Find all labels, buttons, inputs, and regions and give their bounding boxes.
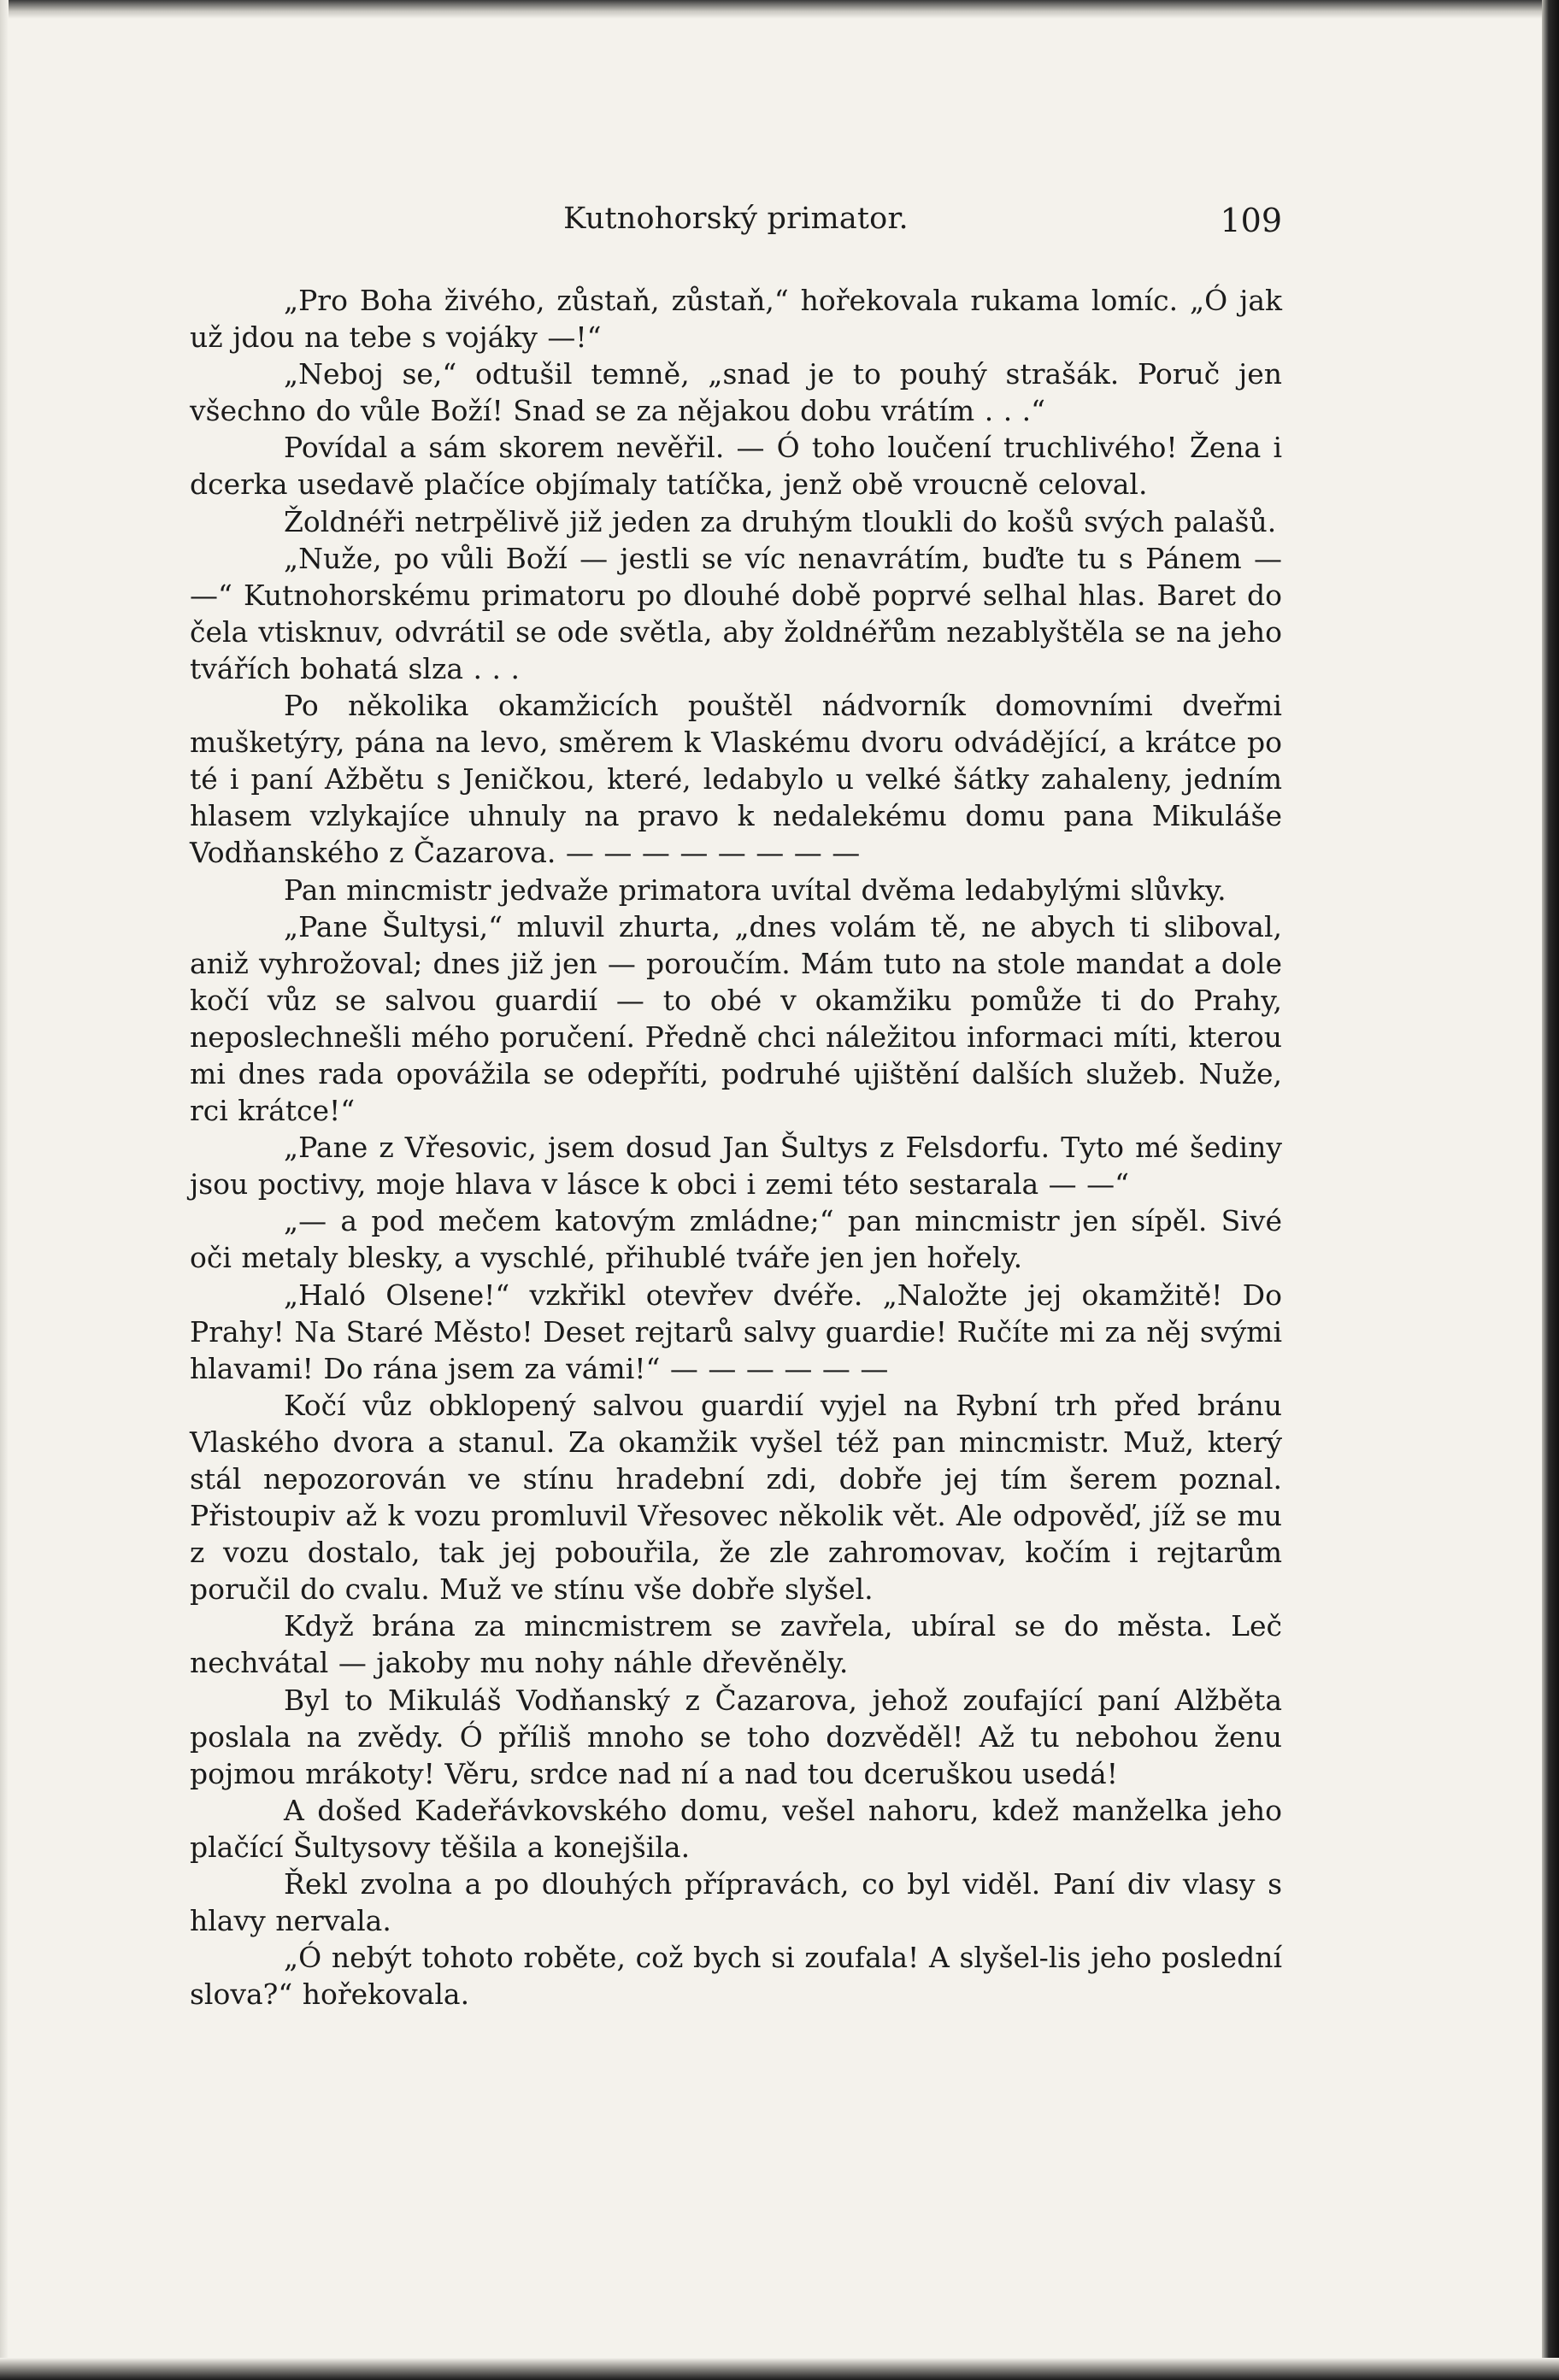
page-number: 109 [1220, 202, 1282, 239]
paragraph: „Haló Olsene!“ vzkřikl otevřev dvéře. „Naložte jej okamžitě! Do Prahy! Na Staré Město! Deset rejtarů salvy guardie! Ručíte mi za něj svými hlavami! Do rána jsem za vámi!“ — — — — — — [190, 1278, 1282, 1385]
body-text [190, 282, 1282, 2013]
paragraph: Když brána za mincmistrem se zavřela, ubíral se do města. Leč nechvátal — jakoby mu nohy náhle dřevěněly. [190, 1609, 1282, 1680]
paragraph: Řekl zvolna a po dlouhých přípravách, co byl viděl. Paní div vlasy s hlavy nervala. [190, 1867, 1282, 1938]
running-title: Kutnohorský primator. [563, 202, 909, 236]
paragraph: Po několika okamžicích pouštěl nádvorník domovními dveřmi mušketýry, pána na levo, směrem k Vlaskému dvoru odvádějící, a krátce po té i paní Ažbětu s Jeničkou, které, ledabylo u velké šátky zahaleny, jedním hlasem vzlykajíce uhnuly na pravo k nedalekému domu pana Mikuláše Vodňanského z Čazarova. — — — — — — — — [190, 689, 1282, 870]
paragraph: A došed Kadeřávkovského domu, vešel nahoru, kdež manželka jeho plačící Šultysovy těšila a konejšila. [190, 1793, 1282, 1864]
paragraph: „Nuže, po vůli Boží — jestli se víc nenavrátím, buďte tu s Pánem — —“ Kutnohorskému primatoru po dlouhé době poprvé selhal hlas. Baret do čela vtisknuv, odvrátil se ode světla, aby žoldnéřům nezablyštěla se na jeho tvářích bohatá slza . . . [190, 541, 1282, 685]
paragraph: Pan mincmistr jedvaže primatora uvítal dvěma ledabylými slůvky. [284, 873, 1227, 907]
paragraph: „Ó nebýt tohoto roběte, což bych si zoufala! A slyšel-lis jeho poslední slova?“ hořekovala. [190, 1941, 1282, 2012]
paragraph: „Pane Šultysi,“ mluvil zhurta, „dnes volám tě, ne abych ti sliboval, aniž vyhrožoval; dnes již jen — poroučím. Mám tuto na stole mandat a dole kočí vůz se salvou guardií — to obé v okamžiku pomůže ti do Prahy, neposlechnešli mého poručení. Předně chci náležitou informaci míti, kterou mi dnes rada opovážila se odepříti, podruhé ujištění dalších služeb. Nuže, rci krátce!“ [190, 909, 1282, 1128]
scan-edge-left [0, 0, 9, 2380]
page-header [190, 202, 1282, 253]
scan-edge-right [1542, 0, 1559, 2380]
paragraph: „Neboj se,“ odtušil temně, „snad je to pouhý strašák. Poruč jen všechno do vůle Boží! Snad se za nějakou dobu vrátím . . .“ [190, 357, 1282, 428]
scan-edge-bottom [0, 2358, 1559, 2380]
paragraph: „— a pod mečem katovým zmládne;“ pan mincmistr jen sípěl. Sivé oči metaly blesky, a vyschlé, přihublé tváře jen jen hořely. [190, 1204, 1282, 1275]
paragraph: Kočí vůz obklopený salvou guardií vyjel na Rybní trh před bránu Vlaského dvora a stanul. Za okamžik vyšel též pan mincmistr. Muž, který stál nepozorován ve stínu hradební zdi, dobře jej tím šerem poznal. Přistoupiv až k vozu promluvil Vřesovec několik vět. Ale odpověď, jíž se mu z vozu dostalo, tak jej pobouřila, že zle zahromovav, kočím i rejtarům poručil do cvalu. Muž ve stínu vše dobře slyšel. [190, 1388, 1282, 1607]
paragraph: Byl to Mikuláš Vodňanský z Čazarova, jehož zoufající paní Alžběta poslala na zvědy. Ó příliš mnoho se toho dozvěděl! Až tu nebohou ženu pojmou mrákoty! Věru, srdce nad ní a nad tou dceruškou usedá! [190, 1683, 1282, 1790]
paragraph: „Pane z Vřesovic, jsem dosud Jan Šultys z Felsdorfu. Tyto mé šediny jsou poctivy, moje hlava v lásce k obci i zemi této sestarala — —“ [190, 1131, 1282, 1202]
paragraph: Žoldnéři netrpělivě již jeden za druhým tloukli do košů svých palašů. [284, 504, 1277, 538]
paragraph: Povídal a sám skorem nevěřil. — Ó toho loučení truchlivého! Žena i dcerka usedavě plačíce objímaly tatíčka, jenž obě vroucně celoval. [190, 431, 1282, 502]
scan-edge-top [0, 0, 1559, 19]
paragraph: „Pro Boha živého, zůstaň, zůstaň,“ hořekovala rukama lomíc. „Ó jak už jdou na tebe s vojáky —!“ [190, 284, 1282, 355]
